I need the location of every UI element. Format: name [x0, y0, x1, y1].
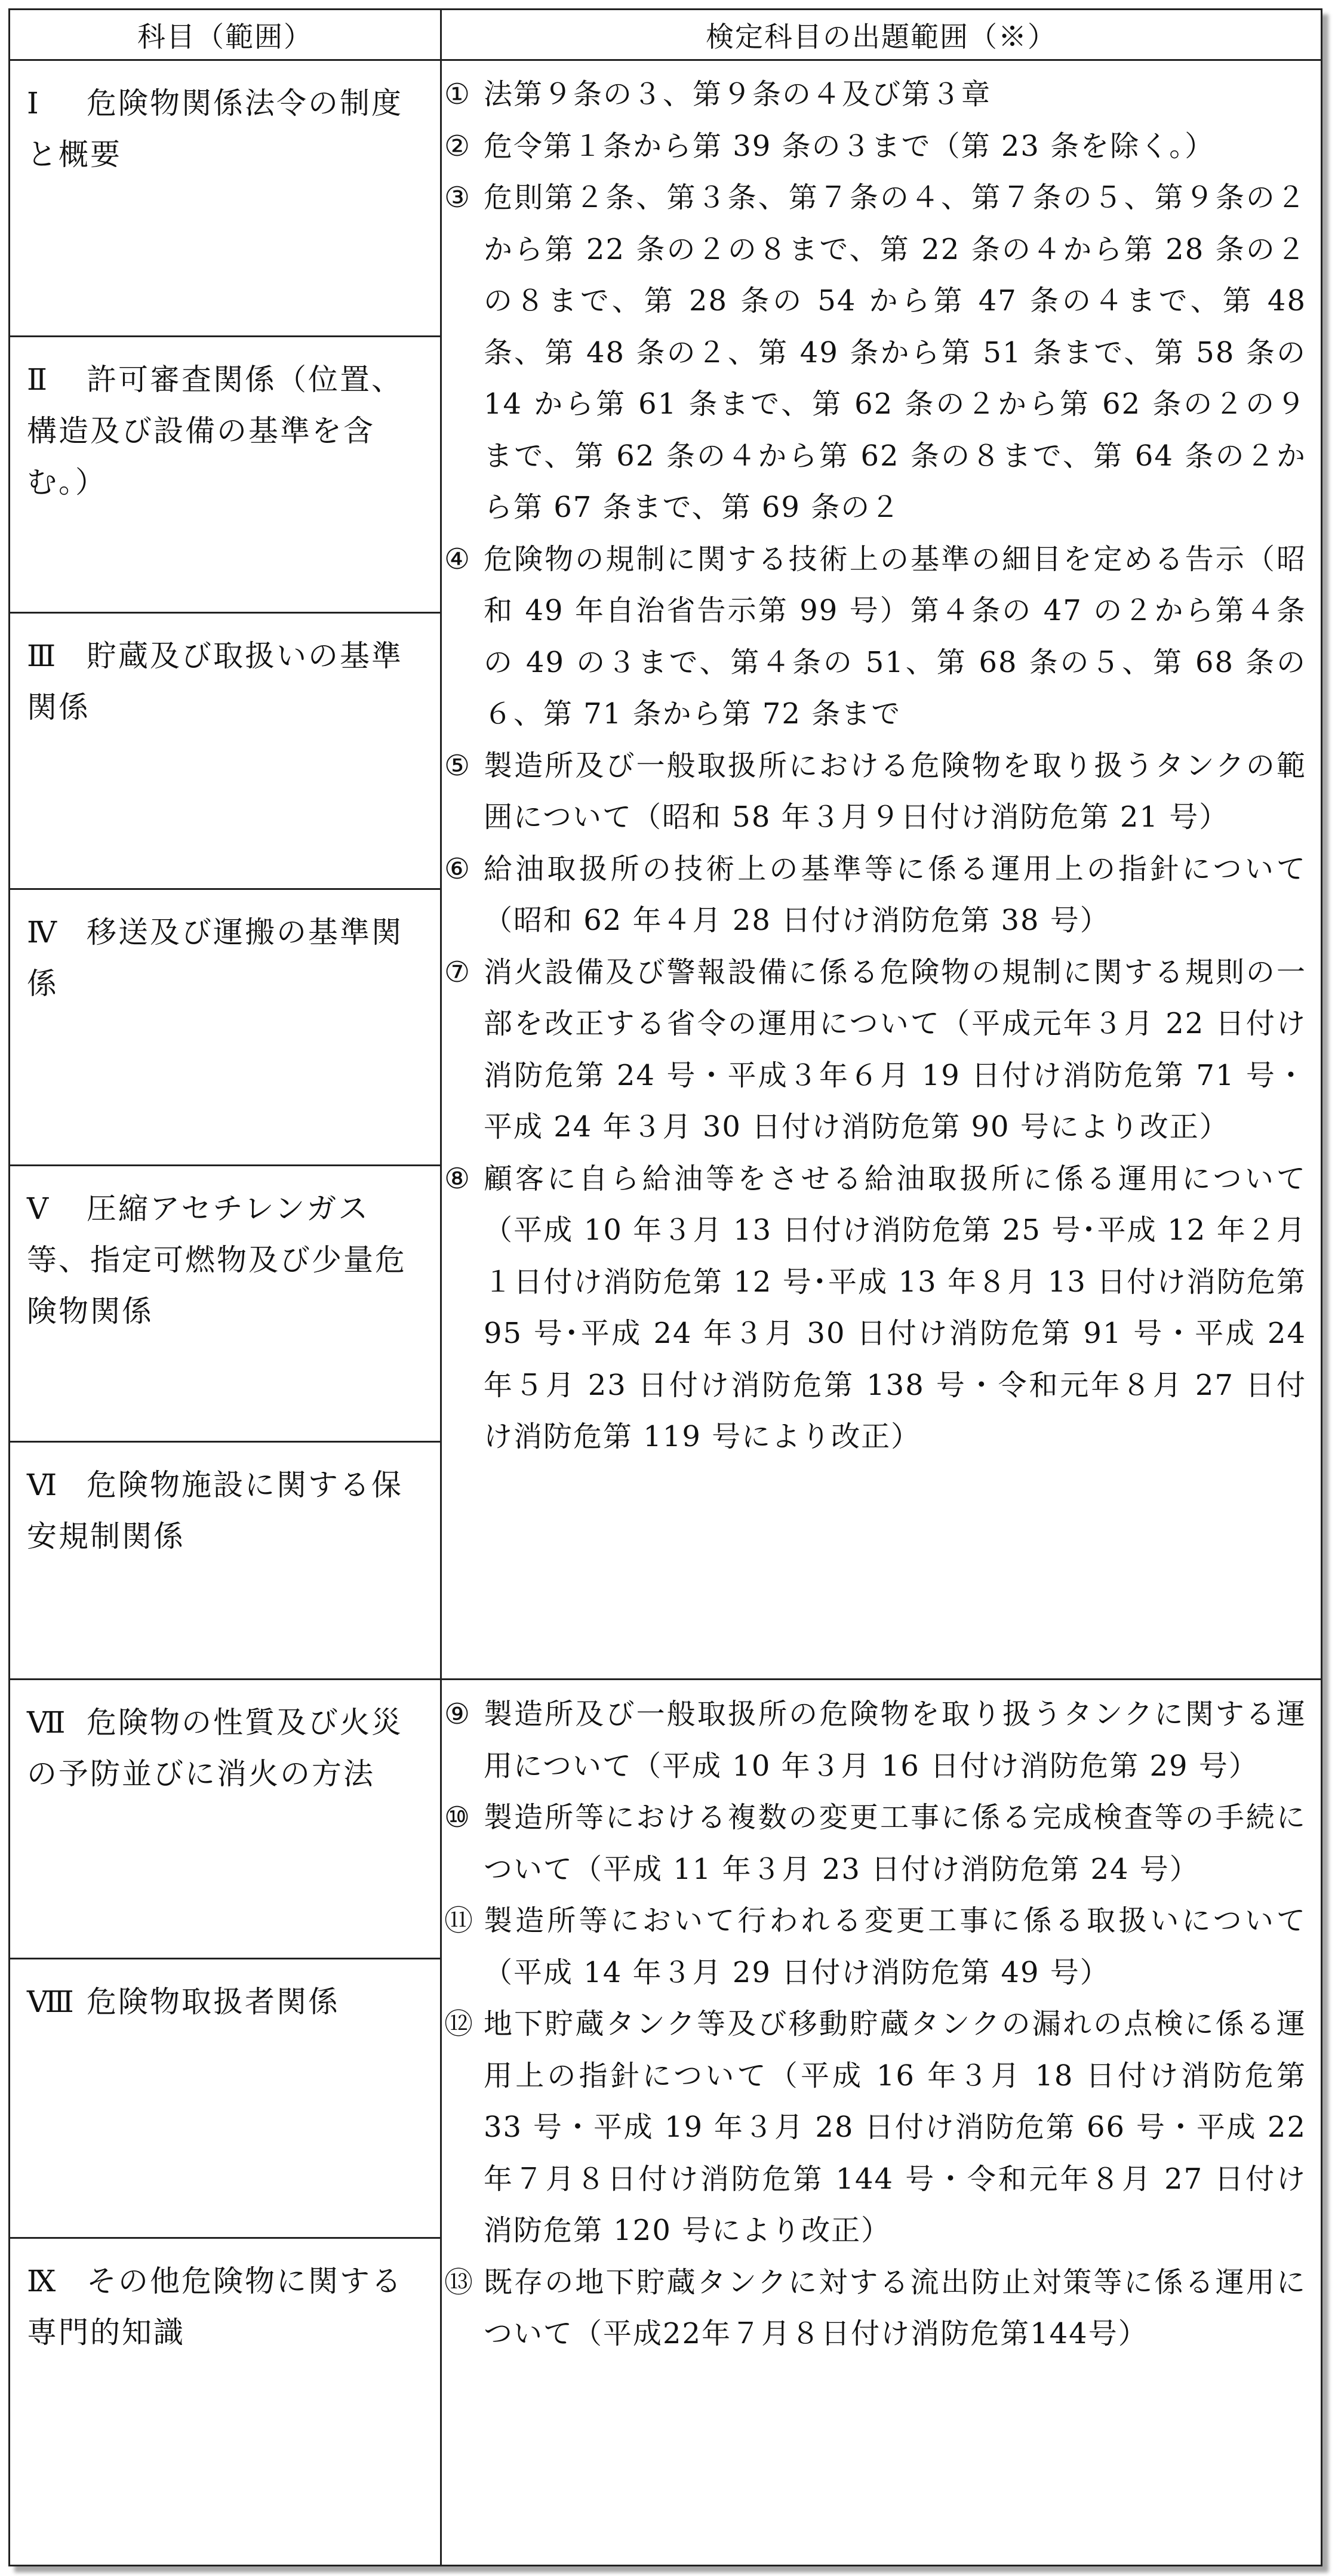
item-text: 地下貯蔵タンク等及び移動貯蔵タンクの漏れの点検に係る運用上の指針について（平成 16 年３月 18 日付け消防危第 33 号・平成 19 年３月 28 日付け消防危第 66 号・平成 22 年７月８日付け消防危第 144 号・令和元年８月 27 日付け消防危第 120 号により改正）	[484, 2007, 1306, 2247]
item-text: 危則第２条、第３条、第７条の４、第７条の５、第９条の２から第 22 条の２の８まで、第 22 条の４から第 28 条の２の８まで、第 28 条の 54 から第 47 条の４まで、第 48 条、第 48 条の２、第 49 条から第 51 条まで、第 58 条の 14 から第 61 条まで、第 62 条の２から第 62 条の２の９まで、第 62 条の４から第 62 条の８まで、第 64 条の２から第 67 条まで、第 69 条の２	[484, 181, 1306, 524]
scope-item	[444, 1895, 1306, 1998]
header-scope: 検定科目の出題範囲（※）	[706, 20, 1057, 54]
scope-item	[444, 1688, 1306, 1792]
subject-text: 危険物施設に関する保安規制関係	[27, 1468, 403, 1554]
subject-cell	[10, 61, 440, 335]
scope-item	[444, 69, 1306, 121]
item-marker: ①	[444, 78, 472, 111]
scope-item	[444, 740, 1306, 843]
subject-text: 移送及び運搬の基準関係	[27, 915, 403, 1001]
item-marker: ③	[444, 181, 472, 214]
subject-text: 危険物取扱者関係	[87, 1985, 340, 2019]
subject-number: Ⅴ	[27, 1191, 51, 1226]
subject-cell	[10, 337, 440, 612]
subject-number: Ⅰ	[27, 86, 41, 121]
item-marker: ⑩	[444, 1801, 472, 1834]
item-marker: ⑫	[444, 2007, 475, 2041]
subject-text: 貯蔵及び取扱いの基準関係	[27, 639, 403, 725]
scope-item	[444, 947, 1306, 1153]
scope-item	[444, 1792, 1306, 1895]
column-divider	[440, 10, 442, 2565]
item-text: 製造所及び一般取扱所の危険物を取り扱うタンクに関する運用について（平成 10 年３月 16 日付け消防危第 29 号）	[484, 1697, 1306, 1783]
scope-table	[8, 8, 1322, 2566]
scope-item	[444, 1998, 1306, 2257]
item-marker: ⑦	[444, 955, 472, 989]
item-text: 危令第１条から第 39 条の３まで（第 23 条を除く。）	[484, 129, 1215, 163]
scope-item	[444, 172, 1306, 534]
item-text: 消火設備及び警報設備に係る危険物の規制に関する規則の一部を改正する省令の運用について（平成元年３月 22 日付け消防危第 24 号・平成３年６月 19 日付け消防危第 71 号・平成 24 年３月 30 日付け消防危第 90 号により改正）	[484, 955, 1306, 1144]
header-subject: 科目（範囲）	[137, 20, 313, 54]
scope-item	[444, 121, 1306, 172]
item-marker: ⑪	[444, 1904, 475, 1937]
item-marker: ⑤	[444, 748, 472, 782]
item-text: 製造所等における複数の変更工事に係る完成検査等の手続について（平成 11 年３月 23 日付け消防危第 24 号）	[484, 1801, 1306, 1886]
subject-cell	[10, 614, 440, 888]
subject-cell	[10, 1680, 440, 1958]
item-marker: ⑬	[444, 2265, 475, 2299]
scope-item	[444, 534, 1306, 740]
item-marker: ⑨	[444, 1697, 472, 1731]
scope-item	[444, 843, 1306, 947]
subject-text: 危険物の性質及び火災の予防並びに消火の方法	[27, 1705, 403, 1791]
item-text: 顧客に自ら給油等をさせる給油取扱所に係る運用について（平成 10 年３月 13 日付け消防危第 25 号･平成 12 年２月１日付け消防危第 12 号･平成 13 年８月 13 日付け消防危第 95 号･平成 24 年３月 30 日付け消防危第 91 号・平成 24 年５月 23 日付け消防危第 138 号・令和元年８月 27 日付け消防危第 119 号により改正）	[484, 1161, 1306, 1453]
subject-number: Ⅳ	[27, 915, 59, 950]
item-text: 危険物の規制に関する技術上の基準の細目を定める告示（昭和 49 年自治省告示第 99 号）第４条の 47 の２から第４条の 49 の３まで、第４条の 51、第 68 条の５、第 68 条の６、第 71 条から第 72 条まで	[484, 542, 1306, 731]
scope-list-block-1	[444, 69, 1306, 1463]
item-text: 既存の地下貯蔵タンクに対する流出防止対策等に係る運用について（平成22年７月８日付け消防危第144号）	[484, 2265, 1306, 2350]
item-marker: ②	[444, 129, 472, 163]
subject-number: Ⅱ	[27, 362, 49, 397]
subject-cell	[10, 1959, 440, 2237]
scope-list-block-2	[444, 1688, 1306, 2360]
item-marker: ⑧	[444, 1161, 472, 1195]
subject-text: その他危険物に関する専門的知識	[27, 2264, 403, 2350]
subject-text: 危険物関係法令の制度と概要	[27, 86, 403, 172]
item-text: 法第９条の３、第９条の４及び第３章	[484, 78, 992, 111]
item-marker: ⑥	[444, 852, 472, 886]
subject-cell	[10, 890, 440, 1164]
item-text: 製造所等において行われる変更工事に係る取扱いについて（平成 14 年３月 29 日付け消防危第 49 号）	[484, 1904, 1306, 1989]
subject-number: Ⅵ	[27, 1468, 59, 1502]
subject-number: Ⅲ	[27, 639, 58, 673]
subject-cell	[10, 1443, 440, 1678]
subject-number: Ⅷ	[27, 1985, 76, 2019]
subject-number: Ⅶ	[27, 1705, 67, 1740]
scope-item	[444, 2257, 1306, 2360]
subject-cell	[10, 2239, 440, 2561]
item-marker: ④	[444, 542, 472, 576]
subject-cell	[10, 1166, 440, 1441]
item-text: 製造所及び一般取扱所における危険物を取り扱うタンクの範囲について（昭和 58 年３月９日付け消防危第 21 号）	[484, 748, 1306, 834]
subject-number: Ⅸ	[27, 2264, 58, 2298]
item-text: 給油取扱所の技術上の基準等に係る運用上の指針について（昭和 62 年４月 28 日付け消防危第 38 号）	[484, 852, 1306, 937]
subject-text: 圧縮アセチレンガス等、指定可燃物及び少量危険物関係	[27, 1191, 407, 1329]
subject-text: 許可審査関係（位置、構造及び設備の基準を含む。）	[27, 362, 403, 500]
scope-item	[444, 1153, 1306, 1463]
